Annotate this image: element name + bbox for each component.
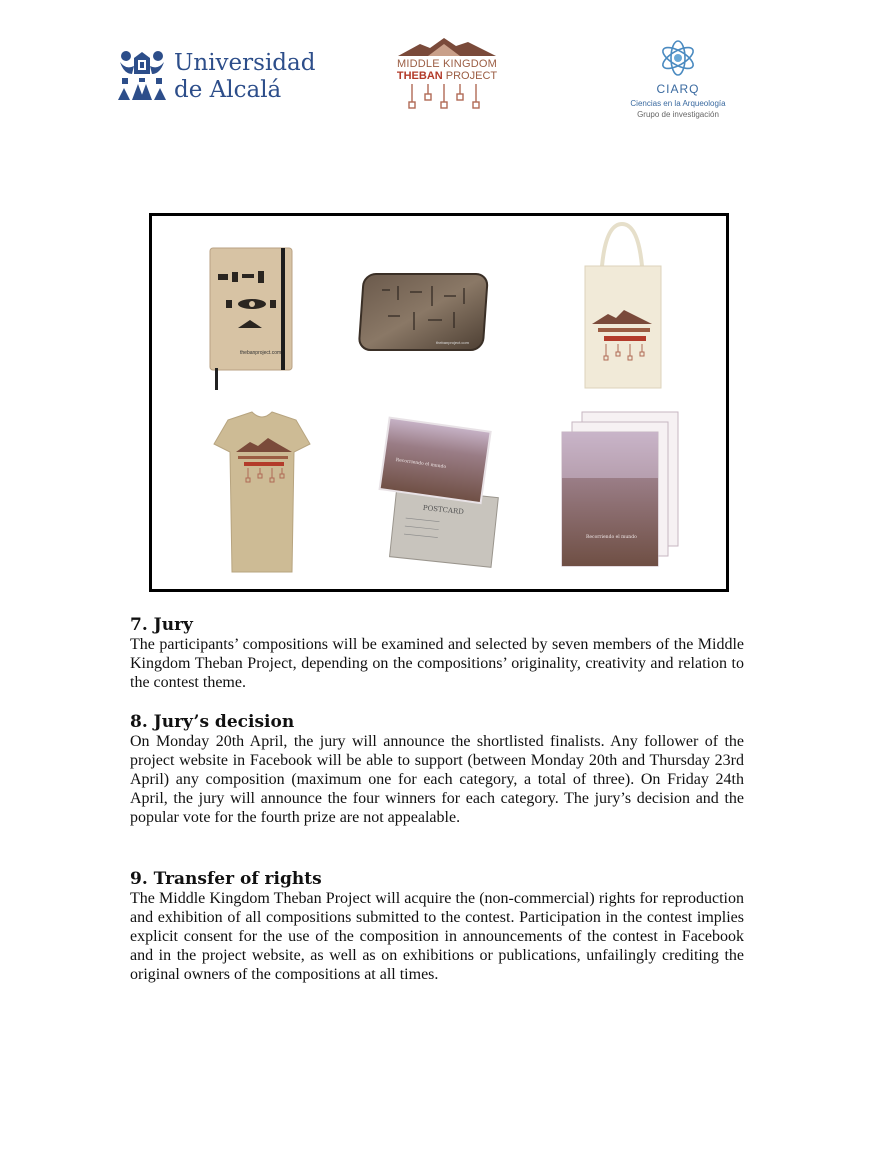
postcard-label: POSTCARD (422, 503, 465, 517)
universidad-de-alcala-logo (116, 48, 316, 108)
booklet-caption: Recorriendo el mundo (586, 535, 637, 540)
section-title: 7. Jury (130, 615, 193, 635)
university-name: Universidad de Alcalá (174, 50, 316, 103)
notebook-item (210, 248, 292, 390)
mousepad-website: thebanproject.com (436, 340, 469, 345)
merchandise-photo (149, 213, 729, 592)
uah-crest-icon (116, 48, 168, 104)
section-title: 8. Jury’s decision (130, 712, 295, 732)
middle-kingdom-theban-project-logo: MIDDLE KINGDOM THEBAN PROJECT (390, 36, 504, 114)
section-body: On Monday 20th April, the jury will announce the shortlisted finalists. Any follower of the project website in Facebook will be able to support (between Monday 20th and Thursday 23rd April) any composition (maximum one for each category, a total of three). On Friday 24th April, the jury will announce the four winners for each category. The jury’s decision and the popular vote for the fourth prize are not appealable. (130, 733, 744, 826)
section-body: The participants’ compositions will be examined and selected by seven members of the Middle Kingdom Theban Project, depending on the compositions’ originality, creativity and relation to the contest theme. (130, 636, 744, 691)
hanging-lamps-icon (408, 84, 488, 112)
booklets-item (562, 412, 678, 566)
section-jury (130, 615, 744, 692)
merchandise-collage (152, 216, 726, 589)
section-body: The Middle Kingdom Theban Project will acquire the (non-commercial) rights for reproduction and exhibition of all compositions submitted to the contest. Participation in the contest implies explicit consent for the use of the composition in announcements of the contest in Facebook and in the project website, as well as on exhibitions or publications, unfailingly crediting the original owners of the compositions at all times. (130, 890, 744, 983)
atom-icon (658, 38, 698, 78)
postcard-caption: Recorriendo el mundo (395, 457, 447, 470)
tote-bag-item (585, 224, 661, 388)
postcards-item (380, 418, 499, 568)
section-jury-decision (130, 712, 744, 827)
section-transfer-of-rights (130, 869, 744, 984)
ciarq-logo: CIARQ Ciencias en la Arqueología Grupo de investigación (620, 38, 736, 122)
notebook-website: thebanproject.com (240, 350, 282, 356)
mountains-icon (398, 36, 496, 58)
section-title: 9. Transfer of rights (130, 869, 322, 889)
mousepad-item (359, 274, 488, 350)
tshirt-item (214, 412, 310, 572)
